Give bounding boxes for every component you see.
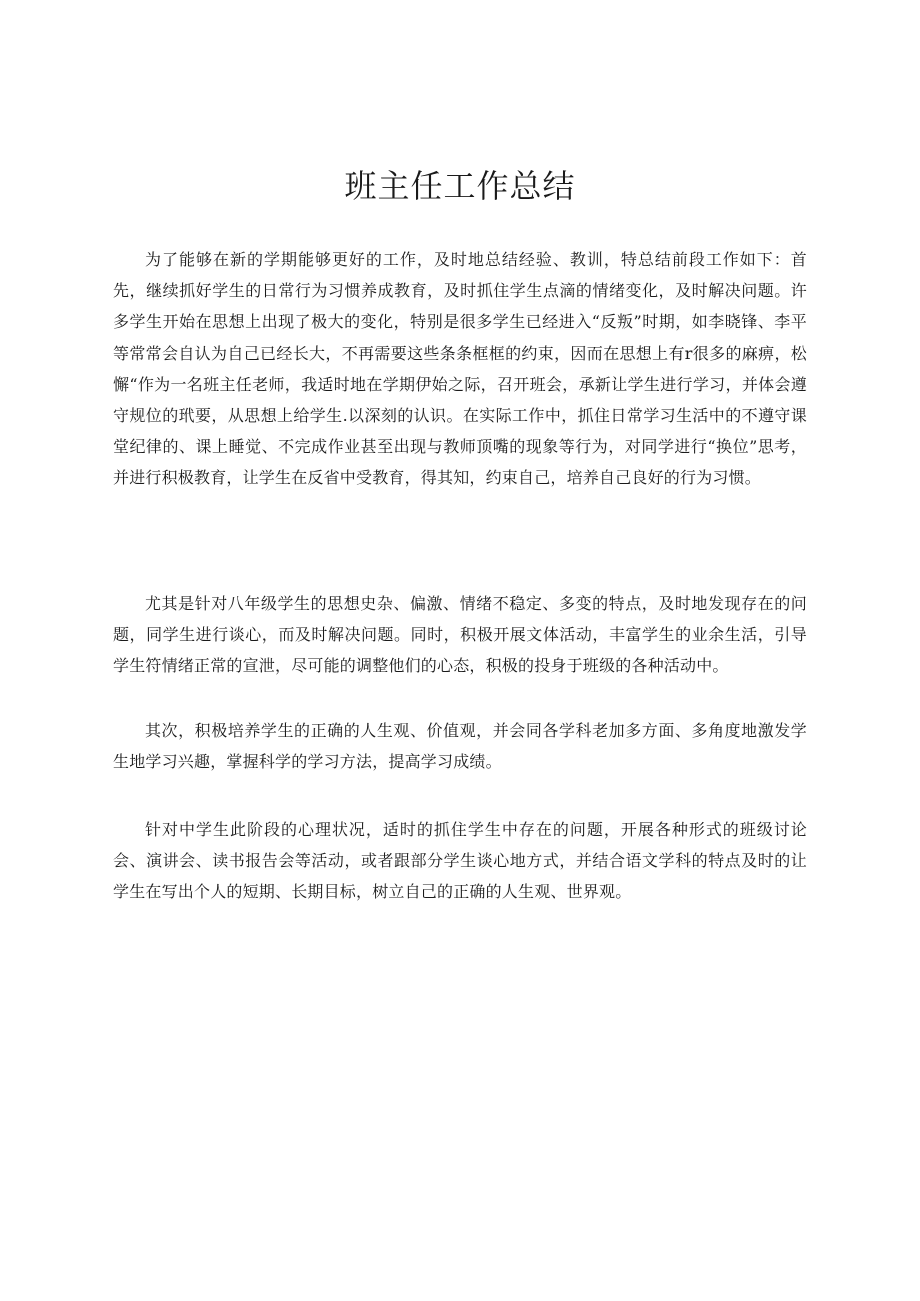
paragraph-1: 为了能够在新的学期能够更好的工作，及时地总结经验、教训，特总结前段工作如下：首先，继续抓好学生的日常行为习惯养成教育，及时抓住学生点滴的情绪变化，及时解决问题。许多学生开始在思想上出现了极大的变化，特别是很多学生已经进入“反叛”时期，如李晓锋、李平等常常会自认为自己已经长大，不再需要这些条条框框的约束，因而在思想上有r很多的麻痹，松懈“作为一名班主任老师，我适时地在学期伊始之际，召开班会，承新让学生进行学习，并体会遵守规位的玳要，从思想上给学生.以深刻的认识。在实际工作中，抓住日常学习生活中的不遵守课堂纪律的、课上睡觉、不完成作业甚至出现与教师顶嘴的现象等行为，对同学进行“换位”思考，并进行积极教育，让学生在反省中受教育，得其知，约束自己，培养自己良好的行为习惯。 (113, 250, 807, 488)
paragraph-2: 尤其是针对八年级学生的思想史杂、偏激、情绪不稳定、多变的特点，及时地发现存在的问题，同学生进行谈心，而及时解决问题。同时，积极开展文体活动，丰富学生的业余生活，引导学生符情绪正常的宣泄，尽可能的调整他们的心态，积极的投身于班级的各种活动中。 (113, 594, 807, 676)
paragraph-4: 针对中学生此阶段的心理状况，适时的抓住学生中存在的问题，开展各种形式的班级讨论会、演讲会、读书报告会等活动，或者跟部分学生谈心地方式，并结合语文学科的特点及时的让学生在写出个人的短期、长期目标，树立自己的正确的人生观、世界观。 (113, 820, 807, 902)
document-title: 班主任工作总结 (344, 167, 576, 205)
paragraph-3: 其次，积极培养学生的正确的人生观、价值观，并会同各学科老加多方面、多角度地激发学生地学习兴趣，掌握科学的学习方法，提高学习成绩。 (113, 721, 807, 772)
